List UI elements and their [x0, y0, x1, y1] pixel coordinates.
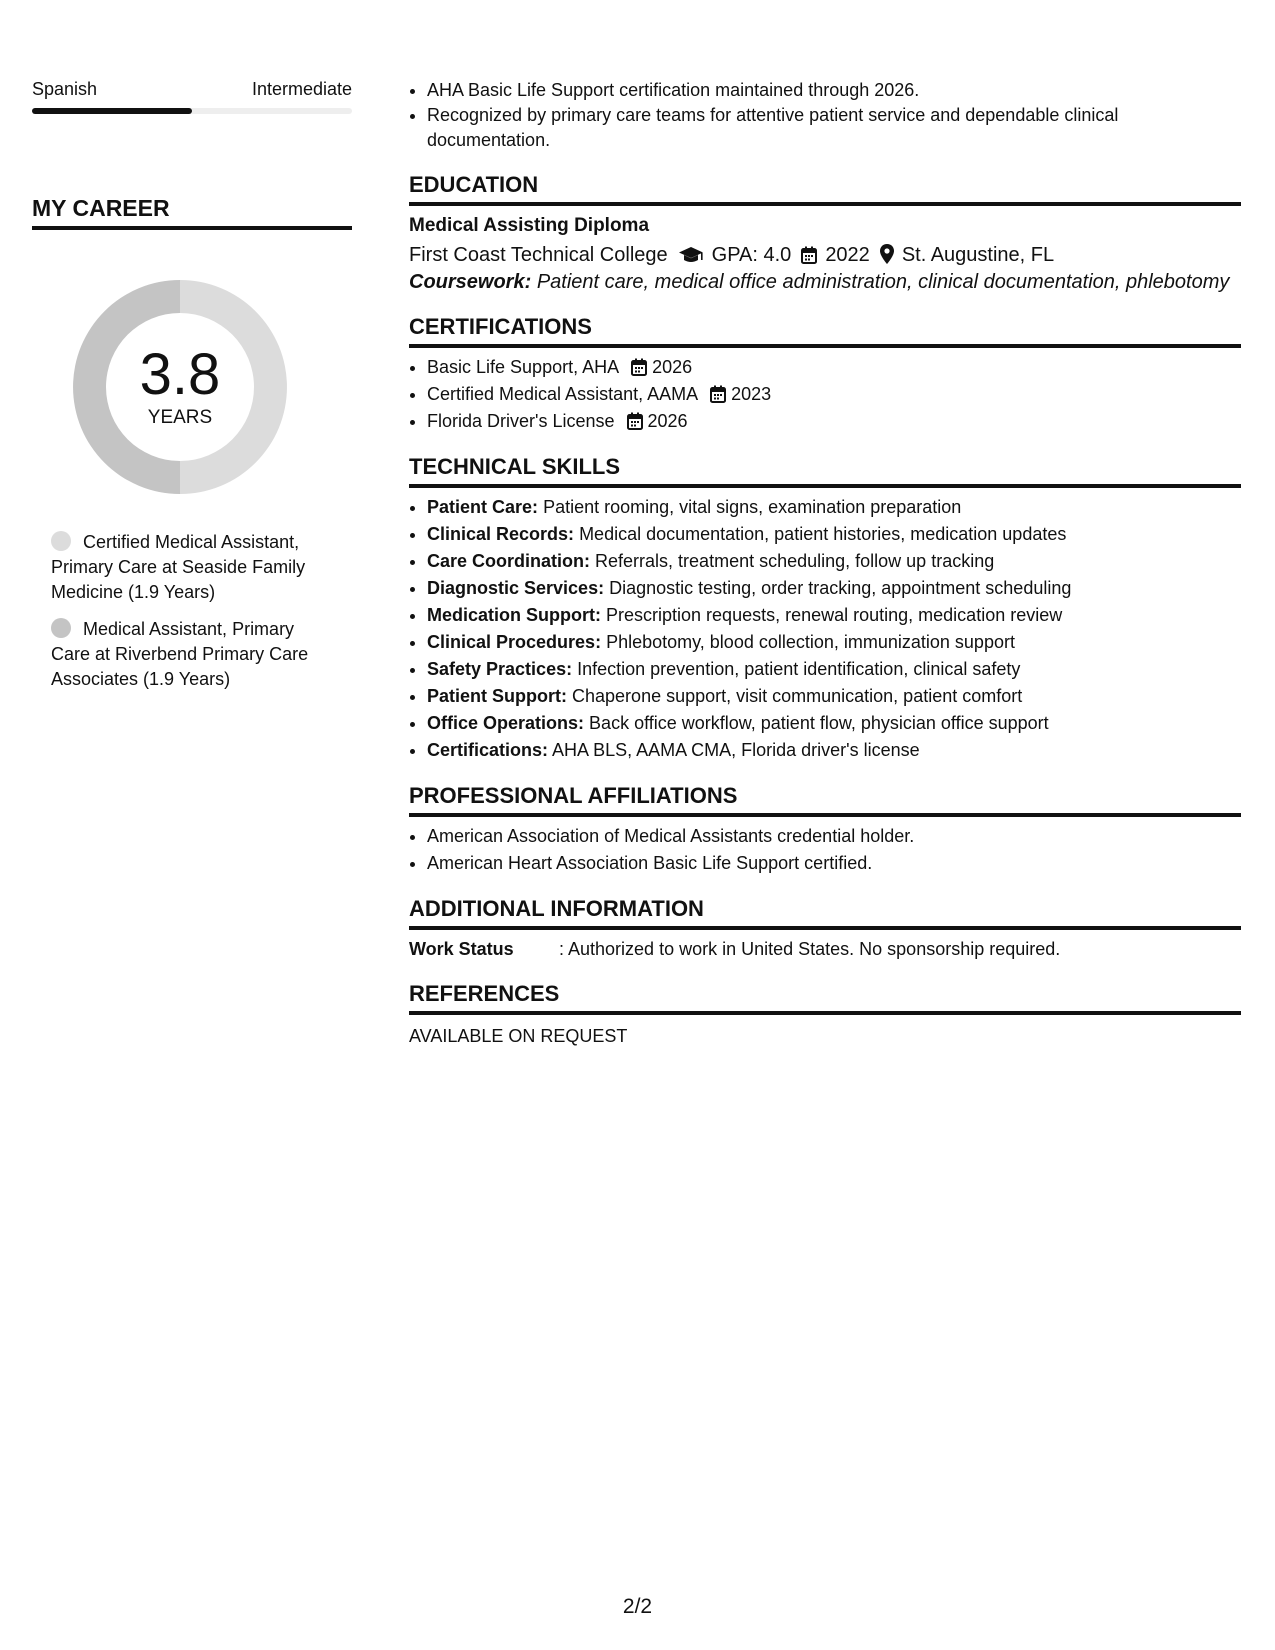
affiliations-heading: PROFESSIONAL AFFILIATIONS	[409, 782, 1241, 817]
skill-label: Clinical Records:	[427, 524, 575, 544]
work-status-label: Work Status	[409, 939, 514, 959]
skill-label: Certifications:	[427, 740, 549, 760]
skill-value: Phlebotomy, blood collection, immunization support	[606, 632, 1015, 652]
references-heading: REFERENCES	[409, 980, 1241, 1015]
certification-name: Florida Driver's License	[427, 411, 615, 431]
skill-item	[427, 521, 1241, 548]
legend-dot-icon	[51, 531, 71, 551]
skill-value: Referrals, treatment scheduling, follow up tracking	[595, 551, 995, 571]
skill-value: Medical documentation, patient histories, medication updates	[579, 524, 1067, 544]
work-status-value: : Authorized to work in United States. No sponsorship required.	[559, 939, 1061, 959]
language-name: Spanish	[32, 79, 98, 99]
calendar-icon	[627, 412, 643, 430]
skill-value: Diagnostic testing, order tracking, appointment scheduling	[609, 578, 1072, 598]
certification-date: 2026	[647, 411, 688, 431]
affiliation-item: • American Heart Association Basic Life Support certified.	[427, 850, 1241, 877]
career-donut-chart	[67, 274, 293, 500]
education-location: St. Augustine, FL	[901, 244, 1055, 266]
skill-label: Medication Support:	[427, 605, 601, 625]
skill-item	[427, 710, 1241, 737]
education-year: 2022	[825, 244, 870, 266]
language-proficiency-fill	[32, 108, 192, 114]
skill-item	[427, 494, 1241, 521]
skill-label: Care Coordination:	[427, 551, 591, 571]
education-details	[409, 240, 1241, 270]
work-status-row	[409, 936, 1241, 962]
summary-list	[409, 78, 1241, 153]
skill-item	[427, 575, 1241, 602]
calendar-icon	[631, 358, 647, 376]
education-school: First Coast Technical College	[409, 244, 668, 266]
language-proficiency-bar	[32, 108, 352, 114]
career-legend-item	[51, 617, 331, 692]
legend-label: Certified Medical Assistant, Primary Care at Seaside Family Medicine (1.9 Years)	[51, 532, 306, 602]
left-column	[32, 78, 352, 704]
skill-value: Chaperone support, visit communication, patient comfort	[572, 686, 1023, 706]
certification-date: 2023	[731, 384, 772, 404]
language-item	[32, 78, 352, 114]
skill-label: Patient Support:	[427, 686, 567, 706]
skill-item	[427, 629, 1241, 656]
right-column	[409, 78, 1241, 1049]
skill-item	[427, 602, 1241, 629]
certification-name: Certified Medical Assistant, AAMA	[427, 384, 699, 404]
references-text: AVAILABLE ON REQUEST	[409, 1026, 628, 1046]
graduation-cap-icon	[678, 240, 704, 270]
skill-label: Office Operations:	[427, 713, 585, 733]
skill-item	[427, 548, 1241, 575]
career-legend	[32, 530, 331, 692]
skill-label: Safety Practices:	[427, 659, 573, 679]
legend-dot-icon	[51, 618, 71, 638]
legend-label: Medical Assistant, Primary Care at Riverbend Primary Care Associates (1.9 Years)	[51, 619, 309, 689]
education-degree: Medical Assisting Diploma	[409, 215, 650, 236]
coursework-text: Patient care, medical office administration, clinical documentation, phlebotomy	[536, 271, 1230, 293]
certification-date: 2026	[652, 357, 693, 377]
skill-item	[427, 737, 1241, 764]
education-coursework	[409, 270, 1241, 295]
technical-skills-list	[409, 494, 1241, 764]
skill-value: Infection prevention, patient identification, clinical safety	[577, 659, 1021, 679]
certifications-heading: CERTIFICATIONS	[409, 313, 1241, 348]
language-level: Intermediate	[251, 79, 352, 99]
skill-label: Patient Care:	[427, 497, 539, 517]
affiliation-item: • American Association of Medical Assistants credential holder.	[427, 823, 1241, 850]
additional-info-heading: ADDITIONAL INFORMATION	[409, 895, 1241, 930]
career-total-unit: YEARS	[147, 407, 213, 428]
skill-label: Diagnostic Services:	[427, 578, 605, 598]
skill-item	[427, 656, 1241, 683]
skill-item	[427, 683, 1241, 710]
skill-value: Patient rooming, vital signs, examination preparation	[543, 497, 962, 517]
certification-item	[427, 408, 1241, 435]
affiliations-list	[409, 823, 1241, 877]
education-heading: EDUCATION	[409, 171, 1241, 206]
certifications-list	[409, 354, 1241, 435]
skill-value: Back office workflow, patient flow, physician office support	[589, 713, 1049, 733]
coursework-label: Coursework:	[409, 271, 532, 293]
skill-label: Clinical Procedures:	[427, 632, 602, 652]
summary-bullet: • Recognized by primary care teams for attentive patient service and dependable clinical documentation.	[427, 103, 1241, 153]
technical-skills-heading: TECHNICAL SKILLS	[409, 453, 1241, 488]
education-gpa: GPA: 4.0	[711, 244, 792, 266]
page-number: 2/2	[622, 1595, 653, 1618]
location-pin-icon	[880, 240, 894, 270]
skill-value: AHA BLS, AAMA CMA, Florida driver's license	[552, 740, 920, 760]
skill-value: Prescription requests, renewal routing, medication review	[606, 605, 1063, 625]
career-heading: MY CAREER	[32, 194, 352, 230]
certification-item	[427, 354, 1241, 381]
career-total-value: 3.8	[139, 342, 221, 407]
certification-name: Basic Life Support, AHA	[427, 357, 620, 377]
calendar-icon	[710, 385, 726, 403]
career-legend-item	[51, 530, 331, 605]
summary-bullet: • AHA Basic Life Support certification maintained through 2026.	[427, 78, 1241, 103]
certification-item	[427, 381, 1241, 408]
calendar-icon	[801, 240, 817, 270]
